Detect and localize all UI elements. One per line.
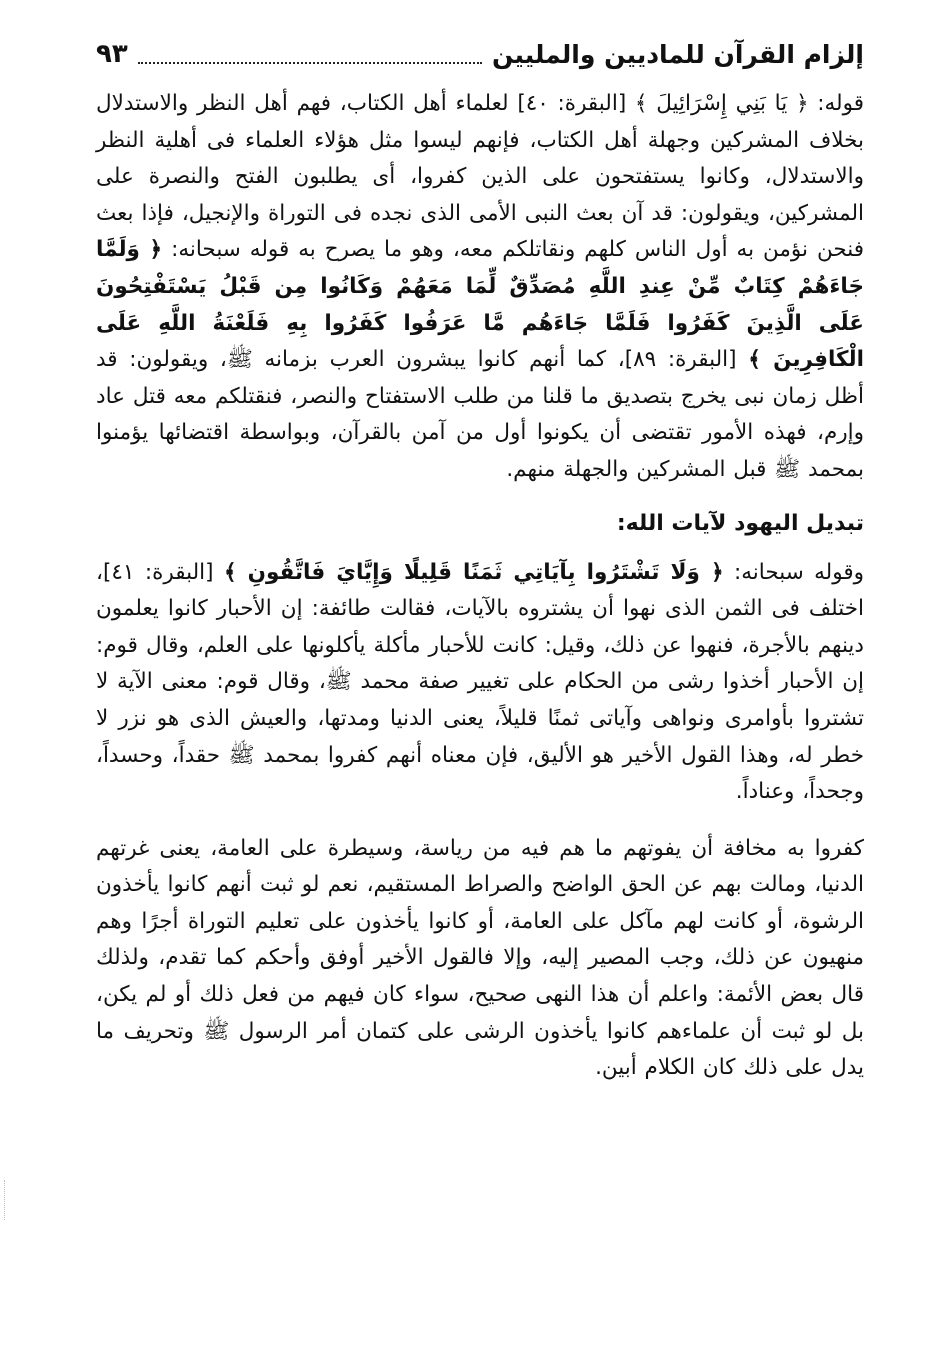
paragraph-1 <box>96 86 864 489</box>
section-heading: تبديل اليهود لآيات الله: <box>616 510 864 536</box>
running-title: إلزام القرآن للماديين والمليين <box>492 39 864 69</box>
page-number: ٩٣ <box>96 39 128 69</box>
paragraph-3: كفروا به مخافة أن يفوتهم ما هم فيه من رياسة، وسيطرة على العامة، يعنى غرتهم الدنيا، ومالت بهم عن الحق الواضح والصراط المستقيم، نعم لو ثبت أنهم كانوا يأخذون الرشوة، أو كانت لهم مآكل على العامة، أو كانوا يأخذون على تعليم التوراة أجرًا وهم منهيون عن ذلك، وجب المصير إليه، وإلا فالقول الأخير أوفق وأحكم كما تقدم، ولذلك قال بعض الأئمة: واعلم أن هذا النهى صحيح، سواء كان فيهم من فعل ذلك أو لم يكن، بل لو ثبت أن علماءهم كانوا يأخذون الرشى على كتمان أمر الرسول ﷺ وتحريف ما يدل على ذلك كان الكلام أبين. <box>96 835 864 1081</box>
book-page <box>96 28 864 1348</box>
paragraph-2-text-after: [البقرة: ٤١]، اختلف فى الثمن الذى نهوا أن يشتروه بالآيات، فقالت طائفة: إن الأحبار كانوا يعلمون دينهم بالأجرة، فنهوا عن ذلك، وقيل: كانت للأحبار مأكلة يأكلونها على العلم، وقال قوم: إن الأحبار أخذوا رشى من الحكام على تغيير صفة محمد ﷺ، وقال قوم: معنى الآية لا تشتروا بأوامرى ونواهى وآياتى ثمنًا قليلاً، يعنى الدنيا ومدتها، والعيش الذى هو نزر لا خطر له، وهذا القول الأخير هو الأليق، فإن معناه أنهم كفروا بمحمد ﷺ حقداً، وحسداً، وجحداً، وعناداً. <box>96 559 864 805</box>
paragraph-1-text-before: قوله: ﴿ يَا بَنِي إِسْرَائِيلَ ﴾ [البقرة: ٤٠] لعلماء أهل الكتاب، فهم أهل النظر والاستدلال بخلاف المشركين وجهلة أهل الكتاب، فإنهم ليسوا مثل هؤلاء العلماء فى أهلية النظر والاستدلال، وكانوا يستفتحون على الذين كفروا، أى يطلبون الفتح والنصرة على المشركين، ويقولون: قد آن بعث النبى الأمى الذى نجده فى التوراة والإنجيل، فإذا بعث فنحن نؤمن به أول الناس كلهم ونقاتلكم معه، وهو ما يصرح به قوله سبحانه: <box>96 91 864 263</box>
header-dot-leader <box>138 44 482 64</box>
quran-verse-1: ﴿ وَلَمَّا جَاءَهُمْ كِتَابٌ مِّنْ عِندِ اللَّهِ مُصَدِّقٌ لِّمَا مَعَهُمْ وَكَانُوا مِن قَبْلُ يَسْتَفْتِحُونَ عَلَى الَّذِينَ كَفَرُوا فَلَمَّا جَاءَهُم مَّا عَرَفُوا كَفَرُوا بِهِ فَلَعْنَةُ اللَّهِ عَلَى الْكَافِرِينَ ﴾ <box>96 237 864 373</box>
paragraph-1-text-after: [البقرة: ٨٩]، كما أنهم كانوا يبشرون العرب بزمانه ﷺ، ويقولون: قد أظل زمان نبى يخرج بتصديق ما قلنا من طلب الاستفتاح والنصر، فنقتلكم معه قتل عاد وإرم، فهذه الأمور تقتضى أن يكونوا أول من آمن بالقرآن، وبواسطة اقتضائها يؤمنوا بمحمد ﷺ قبل المشركين والجهلة منهم. <box>96 347 864 482</box>
paragraph-2-text-before: وقوله سبحانه: <box>723 559 864 585</box>
scan-edge-marks <box>4 1180 13 1220</box>
paragraph-2 <box>96 555 864 811</box>
quran-verse-2: ﴿ وَلَا تَشْتَرُوا بِآيَاتِي ثَمَنًا قَلِيلًا وَإِيَّايَ فَاتَّقُونِ ﴾ <box>223 559 724 585</box>
page-header <box>96 28 864 80</box>
